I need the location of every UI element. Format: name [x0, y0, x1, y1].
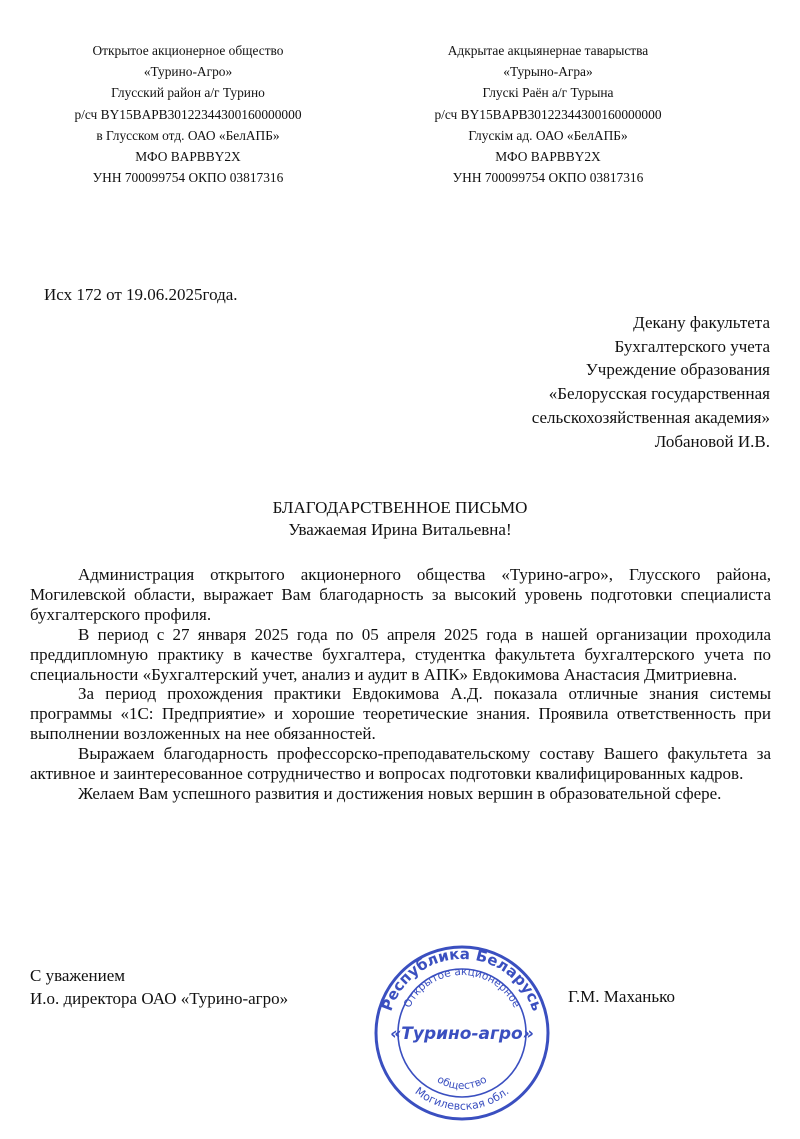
closing-regards: С уважением — [30, 966, 126, 985]
header-left-requisites — [38, 40, 338, 188]
company-type-be: Адкрытае акцыянернае таварыства — [447, 43, 649, 58]
closing-block — [30, 964, 288, 1010]
addressee-block — [532, 311, 770, 453]
seal-lower-text: общество — [435, 1073, 489, 1093]
addressee-institution-name-2: сельскохозяйственная академия» — [531, 407, 770, 427]
body-paragraph: Выражаем благодарность профессорско-преподавательскому составу Вашего факультета за активное и заинтересованное сотрудничество и вопросах подготовки квалифицированных кадров. — [30, 744, 771, 784]
addressee-institution-name-1: «Белорусская государственная — [548, 384, 770, 404]
company-seal — [364, 935, 554, 1139]
seal-center-text: «Турино-агро» — [390, 1024, 534, 1044]
seal-bottom-text: Могилевская обл. — [412, 1084, 512, 1113]
bank-branch-be: Глускім ад. ОАО «БелАПБ» — [468, 127, 628, 143]
addressee-name: Лобановой И.В. — [654, 431, 770, 451]
company-type-ru: Открытое акционерное общество — [92, 43, 284, 58]
body-paragraph: В период с 27 января 2025 года по 05 апреля 2025 года в нашей организации проходила преддипломную практику в качестве бухгалтера, студентка факультета бухгалтерского учета по специальности «Бухгалтерский учет, анализ и аудит в АПК» Евдокимова Анастасия Дмитриевна. — [30, 624, 771, 684]
bank-code-ru: МФО BAPBBY2X — [135, 149, 241, 165]
company-address-ru: Глусский район а/г Турино — [111, 85, 265, 101]
body-paragraph: Администрация открытого акционерного общества «Турино-агро», Глусского района, Могилевской области, выражает Вам благодарность за высокий уровень подготовки специалиста бухгалтерского профиля. — [30, 565, 771, 624]
company-seal-icon — [364, 935, 554, 1139]
seal-outer-text: Республика Беларусь — [377, 944, 547, 1014]
bank-account-ru: р/сч BY15BAPB30122344300160000000 — [74, 106, 302, 122]
body-paragraph: Желаем Вам успешного развития и достижения новых вершин в образовательной сфере. — [78, 783, 722, 803]
company-name-ru: «Турино-Агро» — [143, 64, 233, 80]
outgoing-reference: Исх 172 от 19.06.2025года. — [44, 285, 238, 304]
signer-name: Г.М. Маханько — [568, 987, 676, 1006]
tax-ids-be: УНН 700099754 ОКПО 03817316 — [452, 170, 644, 186]
company-address-be: Глускі Раён а/г Турына — [482, 85, 614, 101]
body-paragraph: За период прохождения практики Евдокимова А.Д. показала отличные знания системы программы «1С: Предприятие» и хорошие теоретические знания. Проявила ответственность при выполнении возложенных на нее обязанностей. — [30, 684, 771, 744]
company-name-be: «Турыно-Агра» — [503, 64, 593, 80]
letter-heading — [0, 497, 800, 541]
tax-ids-ru: УНН 700099754 ОКПО 03817316 — [92, 170, 284, 186]
signer-position: И.о. директора ОАО «Турино-агро» — [30, 989, 289, 1008]
addressee-faculty: Бухгалтерского учета — [614, 336, 770, 356]
addressee-position: Декану факультета — [633, 313, 770, 332]
seal-inner-text: Открытое акционерное — [401, 965, 523, 1010]
letter-body — [30, 565, 771, 804]
header-right-requisites — [398, 40, 698, 188]
letter-title: БЛАГОДАРСТВЕННОЕ ПИСЬМО — [272, 498, 528, 517]
addressee-institution-type: Учреждение образования — [585, 360, 770, 380]
bank-branch-ru: в Глусском отд. ОАО «БелАПБ» — [96, 127, 280, 143]
bank-account-be: р/сч BY15BAPB30122344300160000000 — [434, 106, 662, 122]
salutation: Уважаемая Ирина Витальевна! — [288, 520, 512, 539]
bank-code-be: МФО BAPBBY2X — [495, 149, 601, 165]
